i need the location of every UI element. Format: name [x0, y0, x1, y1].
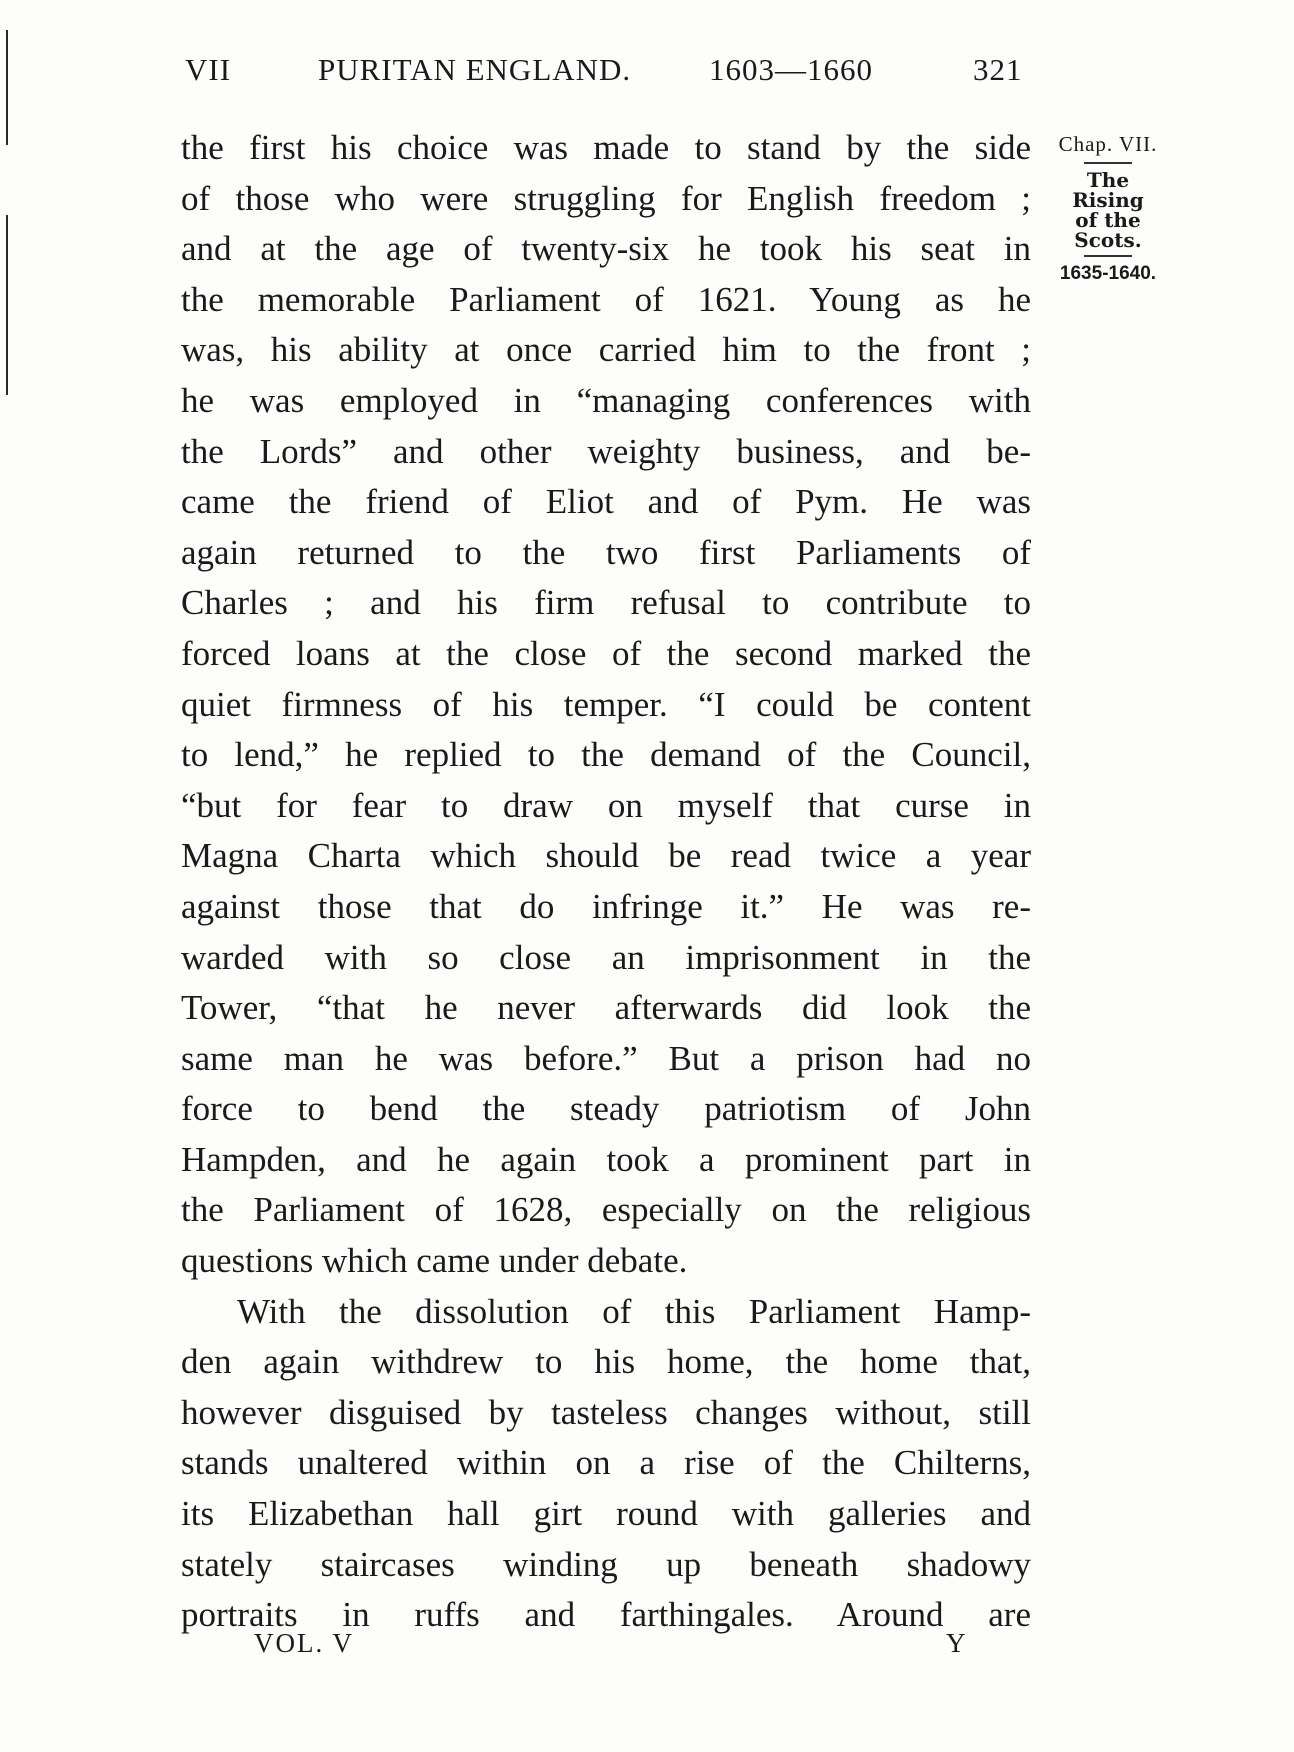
- text-line: warded with so close an imprisonment in the: [181, 937, 1031, 977]
- text-line: stands unaltered within on a rise of the Chilterns,: [181, 1443, 1031, 1483]
- text-line: questions which came under debate.: [181, 1241, 688, 1281]
- margin-note: [1048, 132, 1168, 285]
- volume-label: VOL. V: [254, 1628, 355, 1658]
- text-line: Hampden, and he again took a prominent part in: [181, 1139, 1031, 1179]
- text-line: to lend,” he replied to the demand of the Council,: [181, 735, 1031, 775]
- header-years: 1603—1660: [709, 52, 873, 87]
- text-line: the Lords” and other weighty business, and be-: [181, 431, 1031, 471]
- page-edge-line: [6, 215, 8, 395]
- text-line: its Elizabethan hall girt round with galleries and: [181, 1494, 1031, 1534]
- text-line: the Parliament of 1628, especially on the religious: [181, 1190, 1031, 1230]
- text-line: With the dissolution of this Parliament Hamp-: [237, 1291, 1031, 1331]
- text-line: Tower, “that he never afterwards did look the: [181, 988, 1031, 1028]
- text-line: den again withdrew to his home, the home that,: [181, 1342, 1031, 1382]
- margin-topic-line: The Rising: [1072, 168, 1144, 212]
- text-line: force to bend the steady patriotism of John: [181, 1089, 1031, 1129]
- running-header: [185, 52, 1043, 102]
- text-line: portraits in ruffs and farthingales. Around are: [181, 1595, 1031, 1635]
- text-line: of those who were struggling for English freedom ;: [181, 178, 1031, 218]
- text-line: however disguised by tasteless changes without, still: [181, 1392, 1031, 1432]
- margin-rule: [1084, 162, 1132, 164]
- text-line: quiet firmness of his temper. “I could be content: [181, 684, 1031, 724]
- text-line: was, his ability at once carried him to the front ;: [181, 330, 1031, 370]
- page-edge-line: [6, 30, 8, 145]
- page-footer: [0, 1628, 1294, 1668]
- text-line: “but for fear to draw on myself that curse in: [181, 785, 1031, 825]
- margin-topic-line: Scots.: [1074, 228, 1142, 252]
- text-line: against those that do infringe it.” He was re-: [181, 886, 1031, 926]
- margin-chapter: Chap. VII.: [1058, 132, 1158, 156]
- text-line: came the friend of Eliot and of Pym. He was: [181, 482, 1031, 522]
- text-line: same man he was before.” But a prison had no: [181, 1038, 1031, 1078]
- margin-years: 1635-1640.: [1059, 263, 1157, 284]
- text-line: the first his choice was made to stand by the side: [181, 128, 1031, 167]
- page-number: 321: [973, 52, 1023, 87]
- margin-rule: [1084, 255, 1132, 257]
- text-line: stately staircases winding up beneath shadowy: [181, 1544, 1031, 1584]
- text-line: Charles ; and his firm refusal to contribute to: [181, 583, 1031, 623]
- text-line: the memorable Parliament of 1621. Young as he: [181, 279, 1031, 319]
- header-title: PURITAN ENGLAND.: [318, 52, 632, 87]
- text-line: again returned to the two first Parliaments of: [181, 532, 1031, 572]
- text-line: forced loans at the close of the second marked the: [181, 633, 1031, 673]
- text-line: he was employed in “managing conferences with: [181, 380, 1031, 420]
- text-line: and at the age of twenty-six he took his seat in: [181, 229, 1031, 269]
- header-chapter: VII: [185, 52, 232, 87]
- margin-topic-line: of the: [1075, 208, 1141, 232]
- signature-mark: Y: [946, 1628, 968, 1658]
- body-text: [181, 123, 1031, 1641]
- text-line: Magna Charta which should be read twice a year: [181, 836, 1031, 876]
